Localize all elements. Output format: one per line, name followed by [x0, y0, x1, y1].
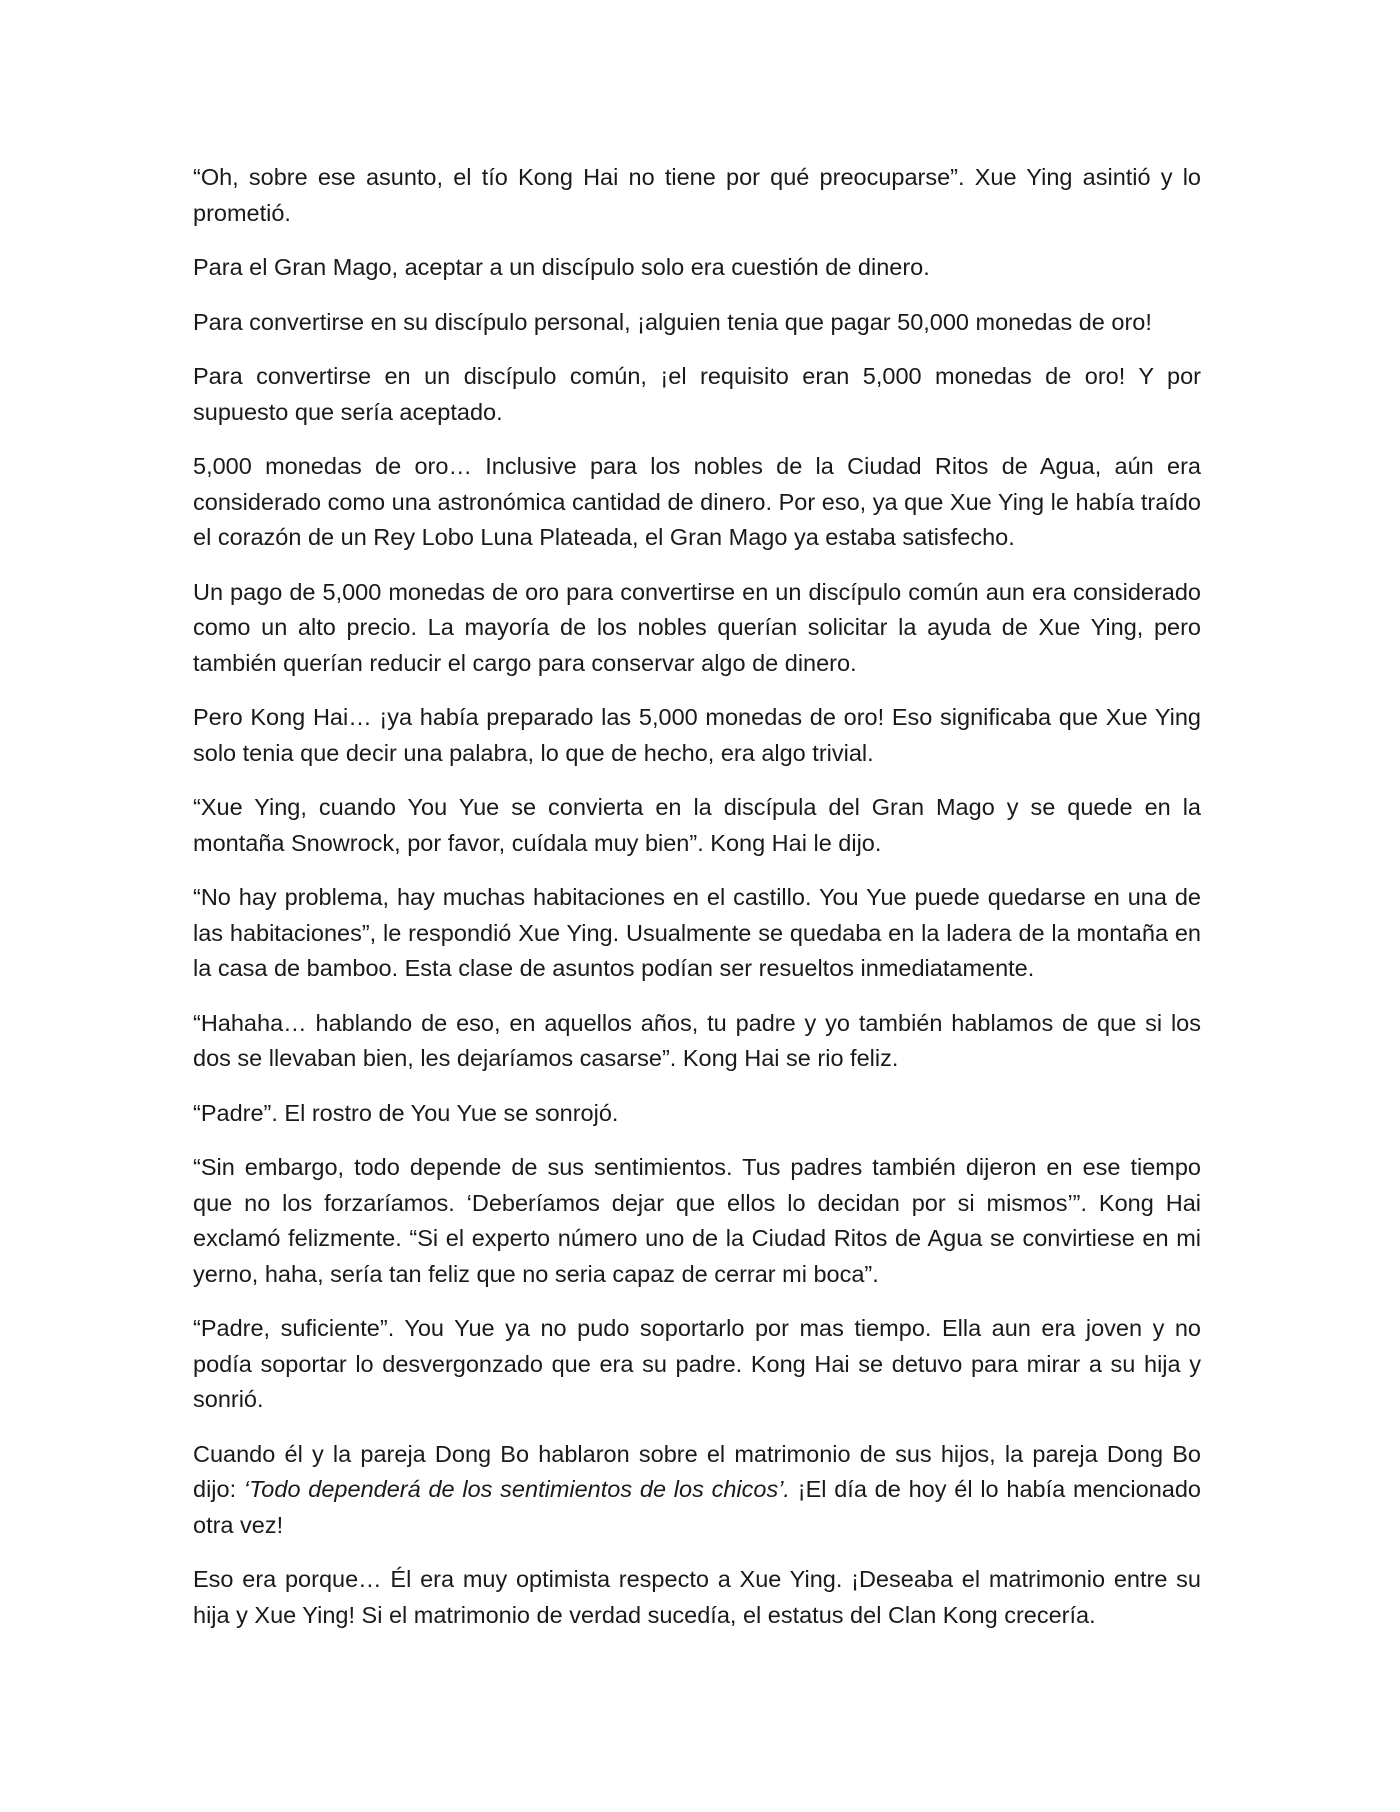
- paragraph-2: Para el Gran Mago, aceptar a un discípulo solo era cuestión de dinero.: [193, 254, 930, 280]
- paragraph-6: Un pago de 5,000 monedas de oro para convertirse en un discípulo común aun era considerado como un alto precio. La mayoría de los nobles querían solicitar la ayuda de Xue Ying, pero también querían reducir el cargo para conservar algo de dinero.: [193, 578, 1201, 676]
- paragraph-3: Para convertirse en su discípulo personal, ¡alguien tenia que pagar 50,000 monedas de oro!: [193, 308, 1152, 335]
- paragraph-4: Para convertirse en un discípulo común, ¡el requisito eran 5,000 monedas de oro! Y por supuesto que sería aceptado.: [193, 363, 1201, 425]
- paragraph-8: “Xue Ying, cuando You Yue se convierta en la discípula del Gran Mago y se quede en la montaña Snowrock, por favor, cuídala muy bien”. Kong Hai le dijo.: [193, 794, 1201, 856]
- paragraph-7: Pero Kong Hai… ¡ya había preparado las 5,000 monedas de oro! Eso significaba que Xue Ying solo tenia que decir una palabra, lo que de hecho, era algo trivial.: [193, 704, 1201, 766]
- paragraph-1: “Oh, sobre ese asunto, el tío Kong Hai no tiene por qué preocuparse”. Xue Ying asintió y lo prometió.: [193, 164, 1201, 226]
- paragraph-9: “No hay problema, hay muchas habitaciones en el castillo. You Yue puede quedarse en una de las habitaciones”, le respondió Xue Ying. Usualmente se quedaba en la ladera de la montaña en la casa de bamboo. Esta clase de asuntos podían ser resueltos inmediatamente.: [193, 884, 1201, 981]
- paragraph-10: “Hahaha… hablando de eso, en aquellos años, tu padre y yo también hablamos de que si los dos se llevaban bien, les dejaríamos casarse”. Kong Hai se rio feliz.: [193, 1009, 1201, 1071]
- paragraph-13: “Padre, suficiente”. You Yue ya no pudo soportarlo por mas tiempo. Ella aun era joven y no podía soportar lo desvergonzado que era su padre. Kong Hai se detuvo para mirar a su hija y sonrió.: [193, 1315, 1201, 1412]
- paragraph-12: “Sin embargo, todo depende de sus sentimientos. Tus padres también dijeron en ese tiempo que no los forzaríamos. ‘Deberíamos dejar que ellos lo decidan por si mismos’”. Kong Hai exclamó felizmente. “Si el experto número uno de la Ciudad Ritos de Agua se convirtiese en mi yerno, haha, sería tan feliz que no seria capaz de cerrar mi boca”.: [193, 1154, 1201, 1287]
- document-body: [193, 160, 1201, 1652]
- paragraph-14-start: Cuando él y la pareja Dong Bo hablaron sobre el matrimonio de sus hijos, la pareja Dong Bo dijo:: [193, 1440, 1201, 1502]
- paragraph-14-italic-quote: ‘Todo dependerá de los sentimientos de los chicos’.: [243, 1476, 790, 1502]
- paragraph-11: “Padre”. El rostro de You Yue se sonrojó.: [193, 1099, 619, 1126]
- paragraph-15: Eso era porque… Él era muy optimista respecto a Xue Ying. ¡Deseaba el matrimonio entre su hija y Xue Ying! Si el matrimonio de verdad sucedía, el estatus del Clan Kong crecería.: [193, 1566, 1201, 1628]
- paragraph-14-end: ¡El día de hoy él lo había mencionado otra vez!: [193, 1476, 1202, 1538]
- paragraph-5: 5,000 monedas de oro… Inclusive para los nobles de la Ciudad Ritos de Agua, aún era considerado como una astronómica cantidad de dinero. Por eso, ya que Xue Ying le había traído el corazón de un Rey Lobo Luna Plateada, el Gran Mago ya estaba satisfecho.: [193, 453, 1201, 550]
- paragraph-14: [193, 1437, 1201, 1544]
